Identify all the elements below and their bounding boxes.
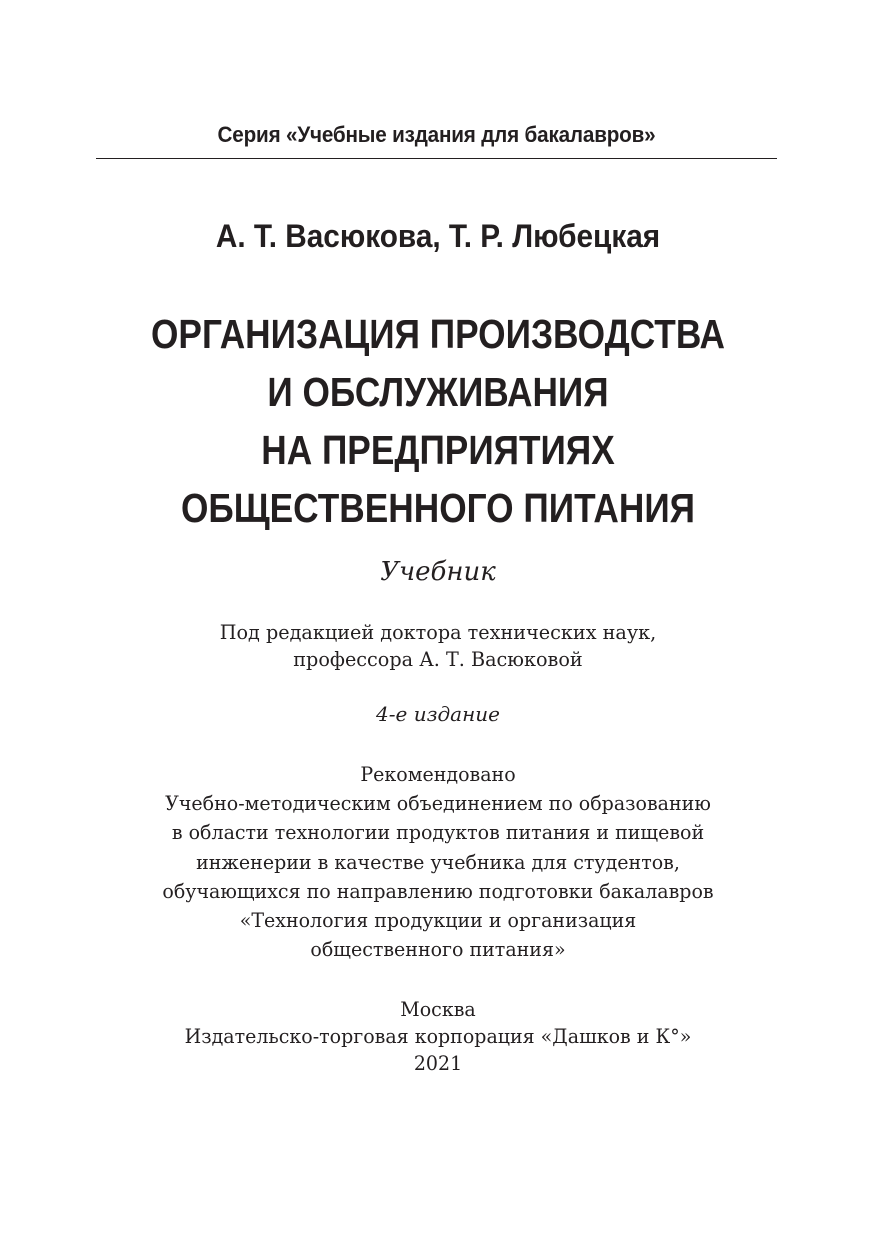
publisher-name: Издательско-торговая корпорация «Дашков и К°» xyxy=(184,1024,692,1048)
editor-note-line: Под редакцией доктора технических наук, xyxy=(219,620,657,644)
book-title-line: И ОБСЛУЖИВАНИЯ xyxy=(267,369,609,415)
recommendation-line: в области технологии продуктов питания и пищевой xyxy=(171,820,705,845)
recommendation-line: Рекомендовано xyxy=(360,762,516,786)
book-title-line: ОБЩЕСТВЕННОГО ПИТАНИЯ xyxy=(180,485,696,531)
book-title xyxy=(0,305,876,537)
book-title-line: НА ПРЕДПРИЯТИЯХ xyxy=(261,427,615,473)
recommendation-line: инженерии в качестве учебника для студентов, xyxy=(196,849,680,874)
authors: А. Т. Васюкова, Т. Р. Любецкая xyxy=(215,218,661,254)
recommendation-line: Учебно-методическим объединением по образованию xyxy=(165,791,711,816)
editor-note-line: профессора А. Т. Васюковой xyxy=(293,647,583,671)
recommendation-line: «Технология продукции и организация xyxy=(239,908,637,933)
series-name: Серия «Учебные издания для бакалавров» xyxy=(217,122,656,147)
book-title-line: ОРГАНИЗАЦИЯ ПРОИЗВОДСТВА xyxy=(151,311,725,357)
publication-year: 2021 xyxy=(413,1051,463,1075)
recommendation xyxy=(22,760,854,964)
edition: 4-е издание xyxy=(376,702,500,726)
recommendation-line: общественного питания» xyxy=(310,937,566,962)
book-type: Учебник xyxy=(380,557,496,587)
publisher-city: Москва xyxy=(400,997,476,1021)
recommendation-line: обучающихся по направлению подготовки бакалавров xyxy=(162,878,714,903)
editor-note xyxy=(18,619,859,673)
series-divider xyxy=(96,158,777,159)
imprint xyxy=(22,996,854,1077)
